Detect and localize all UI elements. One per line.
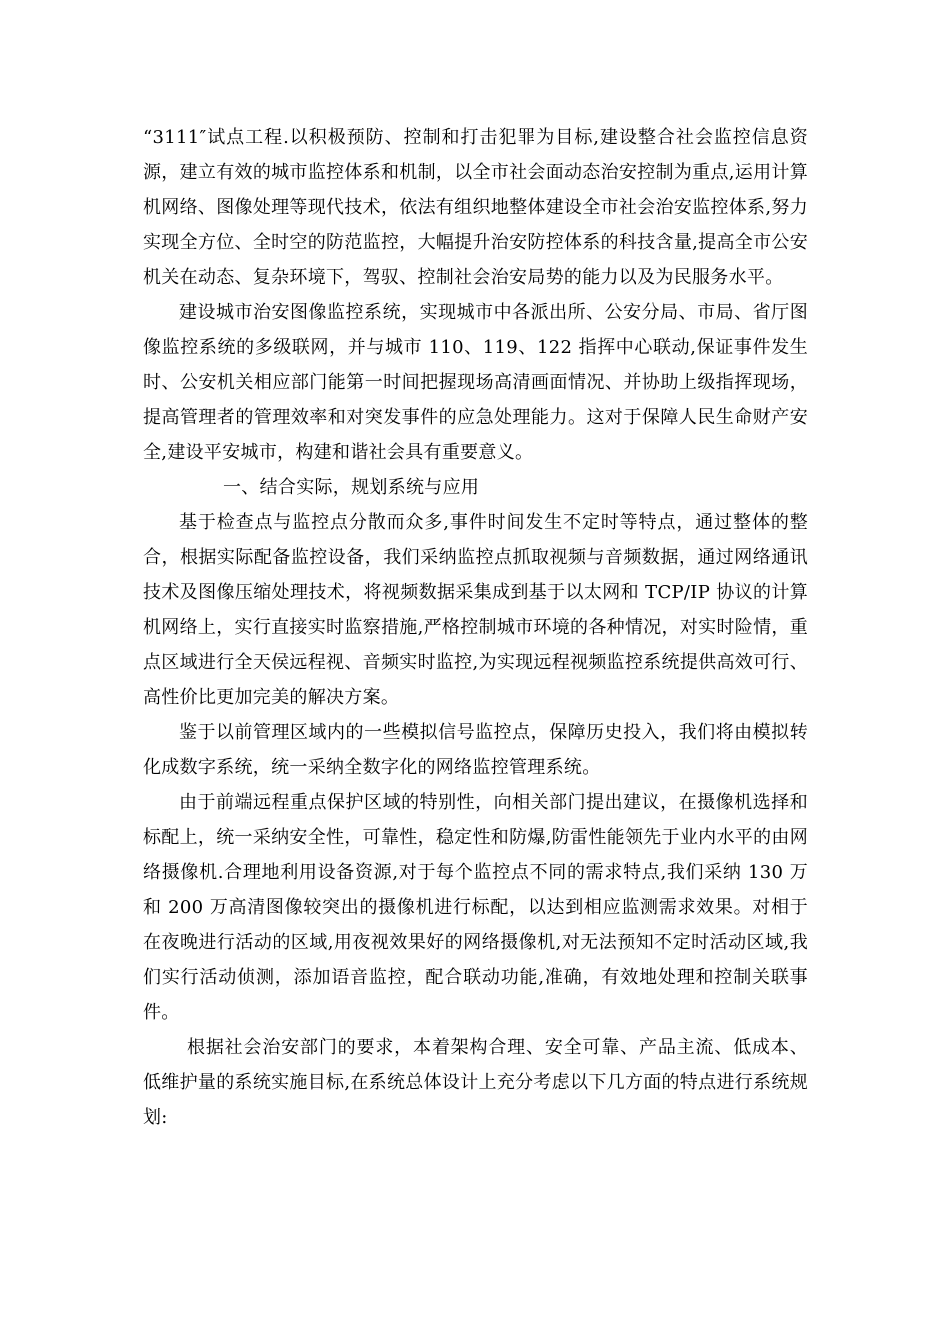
paragraph-monitoring-points: 基于检查点与监控点分散而众多,事件时间发生不定时等特点，通过整体的整合，根据实际配备监控设备，我们采纳监控点抓取视频与音频数据，通过网络通讯技术及图像压缩处理技术，将视频数据采集成到基于以太网和 TCP/IP 协议的计算机网络上，实行直接实时监察措施,严格控制城市环境的各种情况，对实时险情，重点区域进行全天侯远程视、音频实时监控,为实现远程视频监控系统提供高效可行、高性价比更加完美的解决方案。: [143, 512, 808, 708]
section-heading: 一、结合实际，规划系统与应用: [223, 477, 480, 498]
paragraph-camera-selection: 由于前端远程重点保护区域的特别性，向相关部门提出建议，在摄像机选择和标配上，统一采纳安全性，可靠性，稳定性和防爆,防雷性能领先于业内水平的由网络摄像机.合理地利用设备资源,对于每个监控点不同的需求特点,我们采纳 130 万和 200 万高清图像较突出的摄像机进行标配，以达到相应监测需求效果。对相于在夜晚进行活动的区域,用夜视效果好的网络摄像机,对无法预知不定时活动区域,我们实行活动侦测，添加语音监控，配合联动功能,准确，有效地处理和控制关联事件。: [143, 792, 808, 1023]
document-body: [143, 120, 808, 1135]
paragraph-system-planning: 根据社会治安部门的要求，本着架构合理、安全可靠、产品主流、低成本、低维护量的系统实施目标,在系统总体设计上充分考虑以下几方面的特点进行系统规划:: [143, 1037, 808, 1128]
paragraph-city-surveillance: 建设城市治安图像监控系统，实现城市中各派出所、公安分局、市局、省厅图像监控系统的多级联网，并与城市 110、119、122 指挥中心联动,保证事件发生时、公安机关相应部门能第一时间把握现场高清画面情况、并协助上级指挥现场，提高管理者的管理效率和对突发事件的应急处理能力。这对于保障人民生命财产安全,建设平安城市，构建和谐社会具有重要意义。: [143, 302, 808, 463]
paragraph-analog-conversion: 鉴于以前管理区域内的一些模拟信号监控点，保障历史投入，我们将由模拟转化成数字系统，统一采纳全数字化的网络监控管理系统。: [143, 722, 808, 778]
paragraph-project-goals: “3111″试点工程.以积极预防、控制和打击犯罪为目标,建设整合社会监控信息资源，建立有效的城市监控体系和机制，以全市社会面动态治安控制为重点,运用计算机网络、图像处理等现代技术，依法有组织地整体建设全市社会治安监控体系,努力实现全方位、全时空的防范监控，大幅提升治安防控体系的科技含量,提高全市公安机关在动态、复杂环境下，驾驭、控制社会治安局势的能力以及为民服务水平。: [143, 127, 808, 288]
